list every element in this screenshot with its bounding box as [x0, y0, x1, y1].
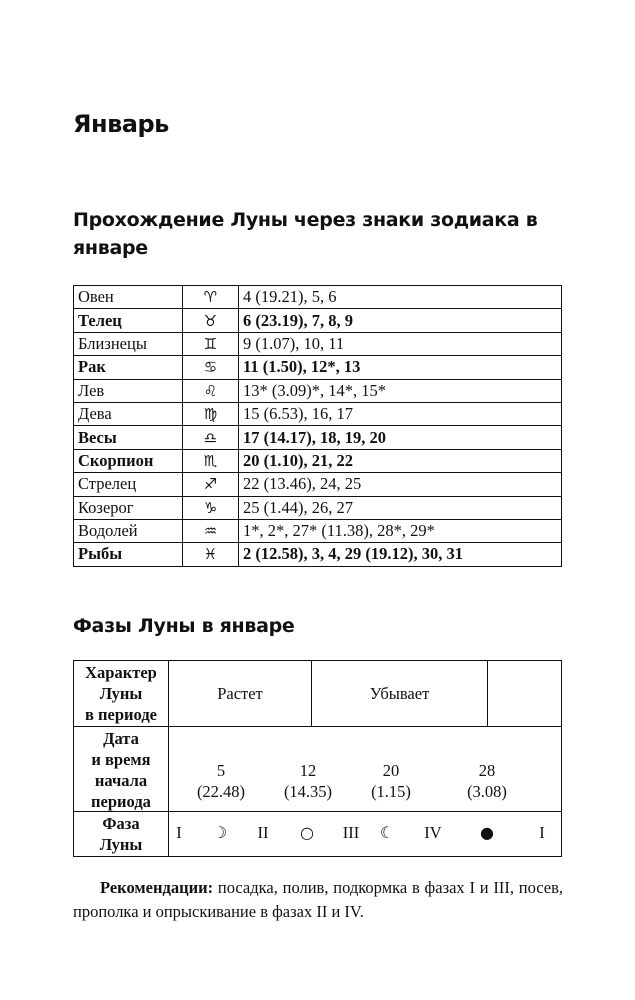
taurus-icon: ♉: [183, 309, 239, 332]
virgo-icon: ♍: [183, 402, 239, 425]
first-quarter-moon-icon: ☽: [212, 823, 228, 842]
moon-phases-table: [73, 660, 562, 857]
zodiac-row: [74, 309, 562, 332]
zodiac-sign-name: Близнецы: [74, 332, 183, 355]
new-moon-icon: ●: [480, 823, 494, 842]
zodiac-dates: 6 (23.19), 7, 8, 9: [239, 309, 562, 332]
period-date: 5 (22.48): [196, 761, 246, 801]
zodiac-row: [74, 332, 562, 355]
zodiac-row: [74, 426, 562, 449]
libra-icon: ♎: [183, 426, 239, 449]
zodiac-dates: 1*, 2*, 27* (11.38), 28*, 29*: [239, 519, 562, 542]
zodiac-dates: 22 (13.46), 24, 25: [239, 473, 562, 496]
phase-numeral: III: [342, 823, 360, 842]
full-moon-icon: ○: [300, 823, 314, 842]
zodiac-dates: 2 (12.58), 3, 4, 29 (19.12), 30, 31: [239, 543, 562, 566]
moon-character-label: Характер Луны в периоде: [85, 663, 157, 724]
zodiac-sign-name: Весы: [74, 426, 183, 449]
zodiac-dates: 25 (1.44), 26, 27: [239, 496, 562, 519]
period-start-label: Дата и время начала периода: [91, 729, 151, 811]
recommendation-text: посадка, полив, подкормка в фазах I и III, посев, прополка и опрыскивание в фазах II и IV.: [73, 878, 563, 921]
zodiac-sign-name: Дева: [74, 402, 183, 425]
zodiac-section-title: Прохождение Луны через знаки зодиака в январе: [73, 209, 538, 259]
zodiac-sign-name: Рак: [74, 356, 183, 379]
recommendation-paragraph: [73, 876, 563, 924]
zodiac-sign-name: Водолей: [74, 519, 183, 542]
zodiac-table: [73, 285, 562, 567]
zodiac-dates: 13* (3.09)*, 14*, 15*: [239, 379, 562, 402]
aquarius-icon: ♒: [183, 519, 239, 542]
zodiac-row: [74, 449, 562, 472]
zodiac-dates: 15 (6.53), 16, 17: [239, 402, 562, 425]
cancer-icon: ♋: [183, 356, 239, 379]
gemini-icon: ♊: [183, 332, 239, 355]
phases-section-title: Фазы Луны в январе: [73, 615, 295, 637]
zodiac-row: [74, 402, 562, 425]
scorpio-icon: ♏: [183, 449, 239, 472]
zodiac-sign-name: Овен: [74, 286, 183, 309]
sagittarius-icon: ♐: [183, 473, 239, 496]
moon-phase-label: Фаза Луны: [99, 814, 143, 854]
recommendation-label: Рекомендации:: [100, 878, 214, 897]
column-divider: [487, 661, 488, 726]
row-divider: [74, 726, 561, 727]
zodiac-dates: 9 (1.07), 10, 11: [239, 332, 562, 355]
period-date: 12 (14.35): [283, 761, 333, 801]
zodiac-dates: 11 (1.50), 12*, 13: [239, 356, 562, 379]
waning-cell: Убывает: [369, 684, 430, 703]
zodiac-row: [74, 379, 562, 402]
zodiac-sign-name: Козерог: [74, 496, 183, 519]
zodiac-row: [74, 286, 562, 309]
zodiac-sign-name: Лев: [74, 379, 183, 402]
phase-numeral: I: [176, 823, 182, 842]
zodiac-sign-name: Рыбы: [74, 543, 183, 566]
leo-icon: ♌: [183, 379, 239, 402]
zodiac-row: [74, 543, 562, 566]
zodiac-row: [74, 473, 562, 496]
period-date: 28 (3.08): [467, 761, 507, 801]
growing-cell: Растет: [217, 684, 263, 703]
zodiac-dates: 4 (19.21), 5, 6: [239, 286, 562, 309]
phase-numeral: IV: [424, 823, 442, 842]
zodiac-row: [74, 356, 562, 379]
zodiac-dates: 20 (1.10), 21, 22: [239, 449, 562, 472]
phase-numeral: I: [539, 823, 545, 842]
aries-icon: ♈: [183, 286, 239, 309]
zodiac-sign-name: Стрелец: [74, 473, 183, 496]
page-title: Январь: [73, 110, 169, 138]
period-date: 20 (1.15): [371, 761, 411, 801]
pisces-icon: ♓: [183, 543, 239, 566]
zodiac-sign-name: Телец: [74, 309, 183, 332]
last-quarter-moon-icon: ☾: [379, 823, 395, 842]
zodiac-dates: 17 (14.17), 18, 19, 20: [239, 426, 562, 449]
zodiac-row: [74, 519, 562, 542]
capricorn-icon: ♑: [183, 496, 239, 519]
phase-numeral: II: [257, 823, 269, 842]
zodiac-row: [74, 496, 562, 519]
zodiac-sign-name: Скорпион: [74, 449, 183, 472]
